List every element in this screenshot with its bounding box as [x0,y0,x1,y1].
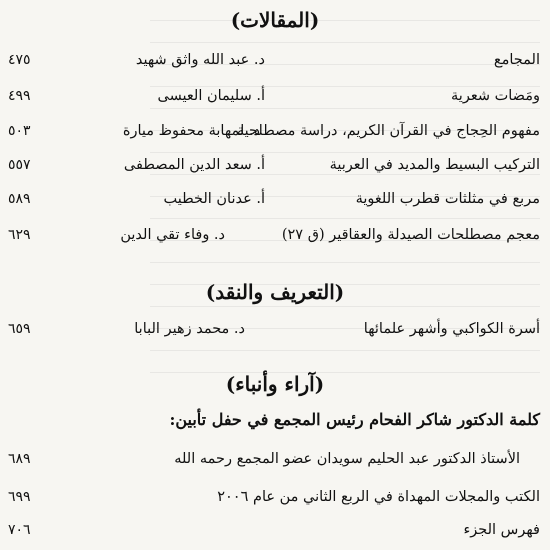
section-heading-review: (التعريف والنقد) [205,280,345,304]
toc-entry [0,319,550,343]
entry-title: ومَضات شعرية [451,88,540,104]
toc-entry [0,520,550,544]
toc-entry [0,449,550,473]
entry-title: مربع في مثلثات قطرب اللغوية [355,191,540,207]
entry-title: التركيب البسيط والمديد في العربية [329,157,540,173]
entry-title: مفهوم الحِجاج في القرآن الكريم، دراسة مصطلحية [236,123,540,139]
entry-author: د. عبد الله واثق شهيد [135,52,265,68]
entry-page: ٦٥٩ [8,321,31,337]
section-subheading: كلمة الدكتور شاكر الفحام رئيس المجمع في حفل تأبين: [169,410,540,429]
toc-entry [0,121,550,145]
toc-entry [0,225,550,249]
entry-page: ٦٩٩ [8,489,31,505]
entry-page: ٤٧٥ [8,52,31,68]
toc-entry [0,155,550,179]
entry-author: د. وفاء تقي الدين [120,227,225,243]
section-heading-news: (آراء وأنباء) [225,372,325,396]
toc-entry [0,86,550,110]
toc-entry [0,50,550,74]
entry-page: ٥٠٣ [8,123,31,139]
toc-entry [0,189,550,213]
entry-page: ٥٥٧ [8,157,31,173]
entry-title: فهرس الجزء [463,522,540,538]
entry-title: الأستاذ الدكتور عبد الحليم سويدان عضو المجمع رحمه الله [174,451,520,467]
entry-page: ٦٨٩ [8,451,31,467]
entry-page: ٧٠٦ [8,522,31,538]
section-heading-articles: (المقالات) [230,8,320,32]
entry-page: ٥٨٩ [8,191,31,207]
entry-author: أ. سعد الدين المصطفى [123,157,265,173]
entry-page: ٦٢٩ [8,227,31,243]
entry-author: أ. سليمان العيسى [157,88,265,104]
toc-entry [0,487,550,511]
entry-author: د. لمهابة محفوظ ميارة [122,123,260,139]
entry-title: المجامع [493,52,540,68]
entry-page: ٤٩٩ [8,88,31,104]
entry-author: د. محمد زهير البابا [134,321,245,337]
entry-title: الكتب والمجلات المهداة في الربع الثاني من عام ٢٠٠٦ [217,489,540,505]
entry-author: أ. عدنان الخطيب [163,191,265,207]
entry-title: أسرة الكواكبي وأشهر علمائها [363,321,540,337]
entry-title: معجم مصطلحات الصيدلة والعقاقير (ق ٢٧) [281,227,540,243]
